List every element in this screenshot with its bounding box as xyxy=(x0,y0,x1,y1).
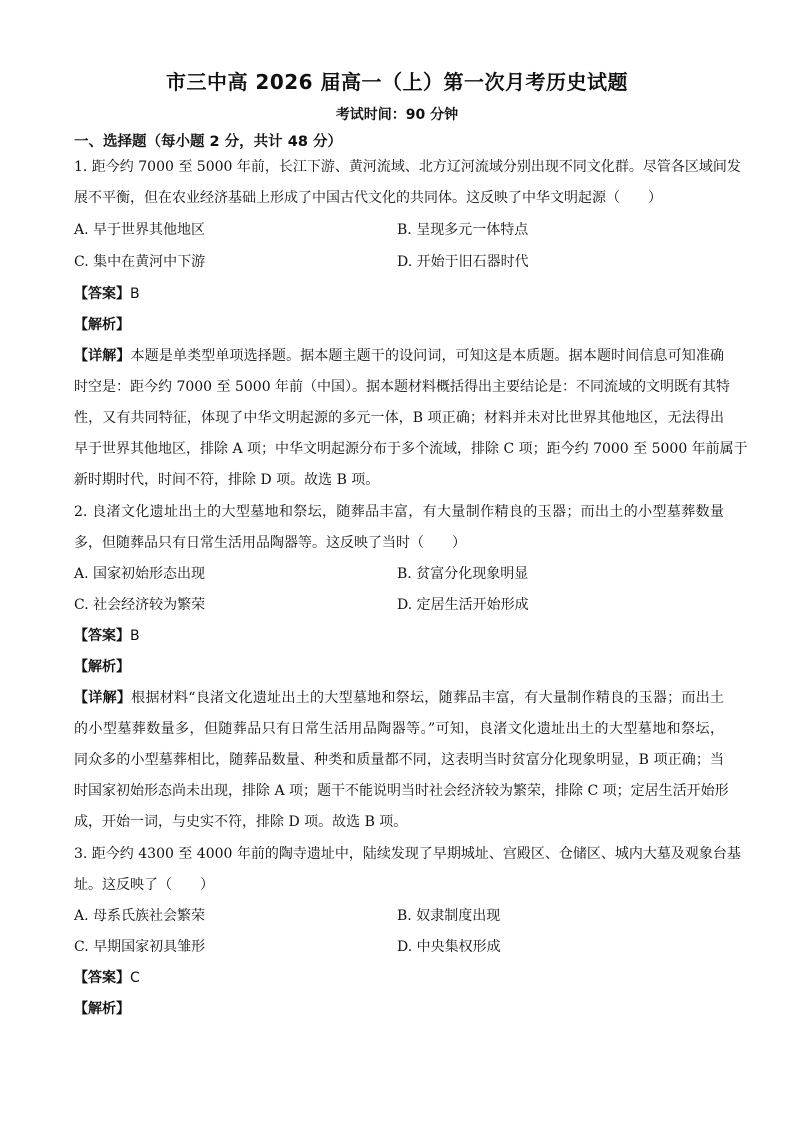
q2-option-d: D. 定居生活开始形成 xyxy=(397,597,529,613)
q1-stem-line: 展不平衡，但在农业经济基础上形成了中国古代文化的共同体。这反映了中华文明起源（ ） xyxy=(74,190,662,206)
detail-label: 【详解】 xyxy=(74,348,131,364)
q1-detail-line: 新时期时代，时间不符，排除 D 项。故选 B 项。 xyxy=(74,472,380,488)
q3-analysis-label: 【解析】 xyxy=(74,1001,130,1017)
answer-label: 【答案】 xyxy=(74,286,130,302)
q2-option-b: B. 贫富分化现象明显 xyxy=(397,566,529,582)
q3-option-c: C. 早期国家初具雏形 xyxy=(74,939,206,955)
answer-label: 【答案】 xyxy=(74,970,130,986)
q3-option-b: B. 奴隶制度出现 xyxy=(397,908,501,924)
q2-detail-line: 的小型墓葬数量多，但随葬品只有日常生活用品陶器等。”可知，良渚文化遗址出土的大型墓地和祭坛， xyxy=(74,721,724,737)
q2-analysis-label: 【解析】 xyxy=(74,659,130,675)
q2-stem-line: 多，但随葬品只有日常生活用品陶器等。这反映了当时（ ） xyxy=(74,535,466,551)
q2-option-a: A. 国家初始形态出现 xyxy=(74,566,206,582)
q1-detail-line: 时空是：距今约 7000 至 5000 年前（中国）。据本题材料概括得出主要结论是：不同流域的文明既有其特 xyxy=(74,379,731,395)
exam-time: 考试时间：90 分钟 xyxy=(335,107,459,123)
q2-answer xyxy=(74,626,140,646)
answer-value: B xyxy=(130,628,140,644)
section-heading: 一、选择题（每小题 2 分，共计 48 分） xyxy=(74,134,342,150)
answer-value: C xyxy=(130,970,140,986)
q3-stem-line: 3. 距今约 4300 至 4000 年前的陶寺遗址中，陆续发现了早期城址、宫殿区、仓储区、城内大墓及观象台基 xyxy=(74,846,741,862)
q1-detail-line: 性，又有共同特征，体现了中华文明起源的多元一体，B 项正确；材料并未对比世界其他地区，无法得出 xyxy=(74,410,724,426)
q2-detail-line: 【详解】根据材料“良渚文化遗址出土的大型墓地和祭坛，随葬品丰富，有大量制作精良的玉器；而出土 xyxy=(74,690,725,706)
answer-value: B xyxy=(130,286,140,302)
q2-detail-line: 时国家初始形态尚未出现，排除 A 项；题干不能说明当时社会经济较为繁荣，排除 C 项；定居生活开始形 xyxy=(74,783,729,799)
q2-option-c: C. 社会经济较为繁荣 xyxy=(74,597,206,613)
q3-option-a: A. 母系氏族社会繁荣 xyxy=(74,908,206,924)
answer-label: 【答案】 xyxy=(74,628,130,644)
q1-detail-line: 早于世界其他地区，排除 A 项；中华文明起源分布于多个流域，排除 C 项；距今约 7000 至 5000 年前属于 xyxy=(74,441,748,457)
q1-option-c: C. 集中在黄河中下游 xyxy=(74,254,206,270)
q1-option-b: B. 呈现多元一体特点 xyxy=(397,222,529,238)
q3-stem-line: 址。这反映了（ ） xyxy=(74,877,214,893)
q2-stem-line: 2. 良渚文化遗址出土的大型墓地和祭坛，随葬品丰富，有大量制作精良的玉器；而出土的小型墓葬数量 xyxy=(74,504,724,520)
q1-detail-line: 【详解】本题是单类型单项选择题。据本题主题干的设问词，可知这是本质题。据本题时间信息可知准确 xyxy=(74,348,725,364)
page-title: 市三中高 2026 届高一（上）第一次月考历史试题 xyxy=(165,70,629,94)
q2-detail-line: 同众多的小型墓葬相比，随葬品数量、种类和质量都不同，这表明当时贫富分化现象明显，B 项正确；当 xyxy=(74,752,724,768)
q1-analysis-label: 【解析】 xyxy=(74,317,130,333)
q1-answer xyxy=(74,284,140,304)
q2-detail-line: 成，开始一词，与史实不符，排除 D 项。故选 B 项。 xyxy=(74,814,408,830)
q1-option-d: D. 开始于旧石器时代 xyxy=(397,254,529,270)
q3-answer xyxy=(74,968,140,988)
detail-label: 【详解】 xyxy=(74,690,132,706)
q1-option-a: A. 早于世界其他地区 xyxy=(74,222,206,238)
q3-option-d: D. 中央集权形成 xyxy=(397,939,501,955)
q1-stem-line: 1. 距今约 7000 至 5000 年前，长江下游、黄河流域、北方辽河流域分别出现不同文化群。尽管各区域间发 xyxy=(74,159,741,175)
